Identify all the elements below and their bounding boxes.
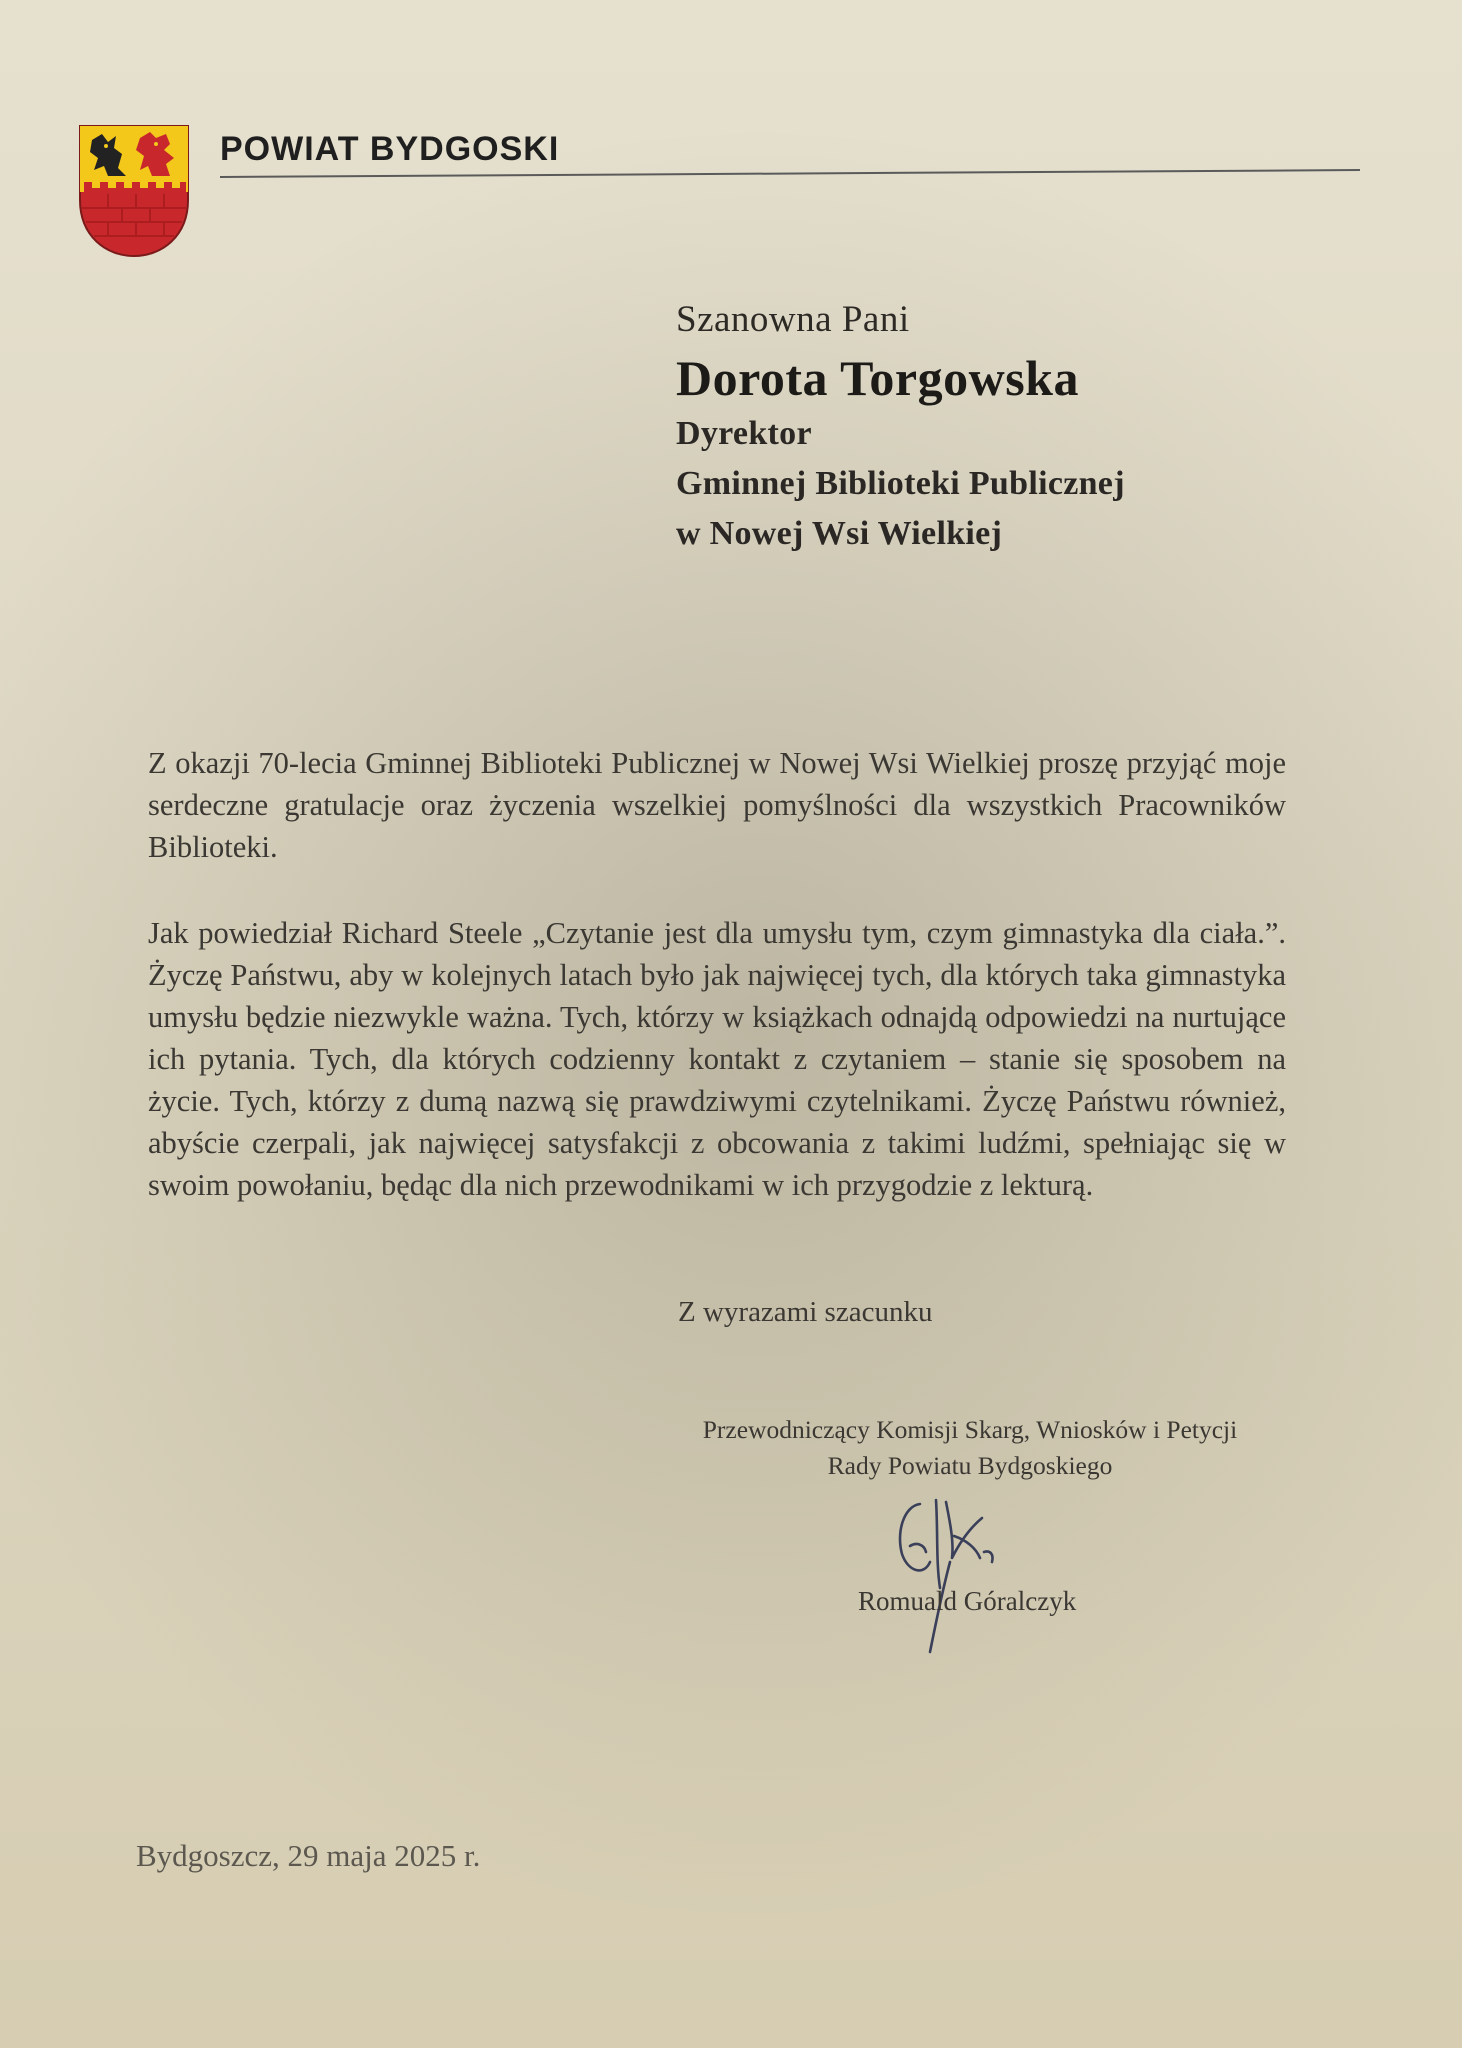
salutation: Szanowna Pani [676, 299, 910, 340]
handwritten-signature-icon [890, 1492, 1030, 1657]
header-divider [220, 169, 1360, 178]
coat-of-arms-icon [78, 124, 190, 258]
recipient-institution-line2: w Nowej Wsi Wielkiej [676, 515, 1003, 552]
letter-body [148, 742, 1286, 1250]
signatory-title-line1: Przewodniczący Komisji Skarg, Wniosków i Petycji [702, 1415, 1238, 1444]
signatory-title-line2: Rady Powiatu Bydgoskiego [827, 1451, 1113, 1480]
header-title: POWIAT BYDGOSKI [220, 130, 560, 168]
signatory-name: Romuald Góralczyk [858, 1586, 1077, 1616]
recipient-institution-line1: Gminnej Biblioteki Publicznej [676, 465, 1125, 502]
body-paragraph-1: Z okazji 70-lecia Gminnej Biblioteki Publicznej w Nowej Wsi Wielkiej proszę przyjąć moje serdeczne gratulacje oraz życzenia wszelkiej pomyślności dla wszystkich Pracowników Biblioteki. [148, 746, 1286, 864]
letterhead [78, 124, 1363, 264]
body-paragraph-2: Jak powiedział Richard Steele „Czytanie jest dla umysłu tym, czym gimnastyka dla ciała.”. Życzę Państwu, aby w kolejnych latach było jak najwięcej tych, dla których taka gimnastyka umysłu będzie niezwykle ważna. Tych, którzy w książkach odnajdą odpowiedzi na nurtujące ich pytania. Tych, dla których codzienny kontakt z czytaniem – stanie się sposobem na życie. Tych, którzy z dumą nazwą się prawdziwymi czytelnikami. Życzę Państwu również, abyście czerpali, jak najwięcej satysfakcji z obcowania z takimi ludźmi, spełniając się w swoim powołaniu, będąc dla nich przewodnikami w ich przygodzie z lekturą. [148, 916, 1286, 1202]
recipient-name: Dorota Torgowska [676, 350, 1079, 406]
place-and-date: Bydgoszcz, 29 maja 2025 r. [136, 1838, 481, 1873]
recipient-block [676, 298, 1336, 557]
signatory-title [640, 1412, 1300, 1484]
closing-phrase: Z wyrazami szacunku [678, 1296, 933, 1328]
recipient-position: Dyrektor [676, 415, 812, 452]
